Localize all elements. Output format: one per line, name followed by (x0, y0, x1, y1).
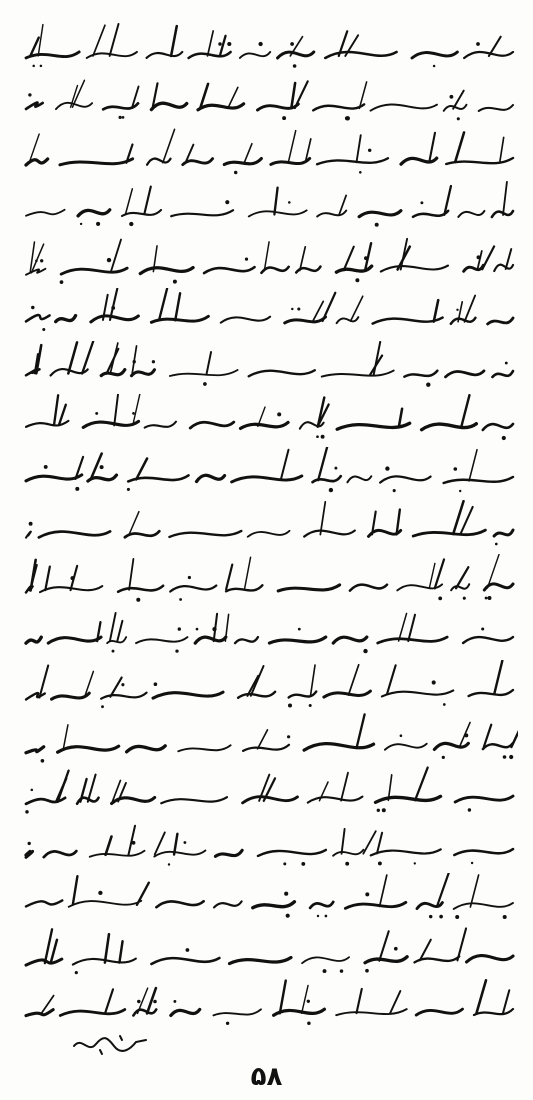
manuscript-line-text (18, 288, 518, 344)
manuscript-line (18, 660, 518, 716)
manuscript-line (18, 22, 518, 78)
manuscript-line (18, 394, 518, 450)
manuscript-line (18, 288, 518, 344)
manuscript-line (18, 128, 518, 184)
manuscript-line-text (18, 394, 518, 450)
manuscript-line-text (18, 75, 518, 131)
manuscript-line (18, 607, 518, 663)
manuscript-line (18, 341, 518, 397)
manuscript-line-text (18, 447, 518, 503)
manuscript-line (18, 873, 518, 929)
manuscript-line (18, 979, 518, 1035)
manuscript-line (18, 500, 518, 556)
manuscript-line (18, 926, 518, 982)
manuscript-line-text (18, 766, 518, 822)
manuscript-line-text (18, 873, 518, 929)
manuscript-line (18, 554, 518, 610)
manuscript-line (18, 713, 518, 769)
page-number: ۵۸ (250, 1062, 283, 1092)
manuscript-line-text (18, 660, 518, 716)
manuscript-line (18, 447, 518, 503)
manuscript-line (18, 235, 518, 291)
manuscript-line (18, 819, 518, 875)
manuscript-line-text (18, 181, 518, 237)
manuscript-line-text (18, 22, 518, 78)
manuscript-line-text (18, 500, 518, 556)
manuscript-line (18, 181, 518, 237)
manuscript-line-text (18, 979, 518, 1035)
manuscript-line (18, 75, 518, 131)
signature-mark (70, 1032, 150, 1058)
manuscript-line-text (18, 607, 518, 663)
manuscript-line-text (18, 235, 518, 291)
manuscript-line-text (18, 713, 518, 769)
manuscript-line-text (18, 554, 518, 610)
manuscript-line-text (18, 926, 518, 982)
manuscript-line (18, 766, 518, 822)
manuscript-line-text (18, 341, 518, 397)
manuscript-line-text (18, 128, 518, 184)
manuscript-text-block (18, 22, 518, 1032)
manuscript-line-text (18, 819, 518, 875)
